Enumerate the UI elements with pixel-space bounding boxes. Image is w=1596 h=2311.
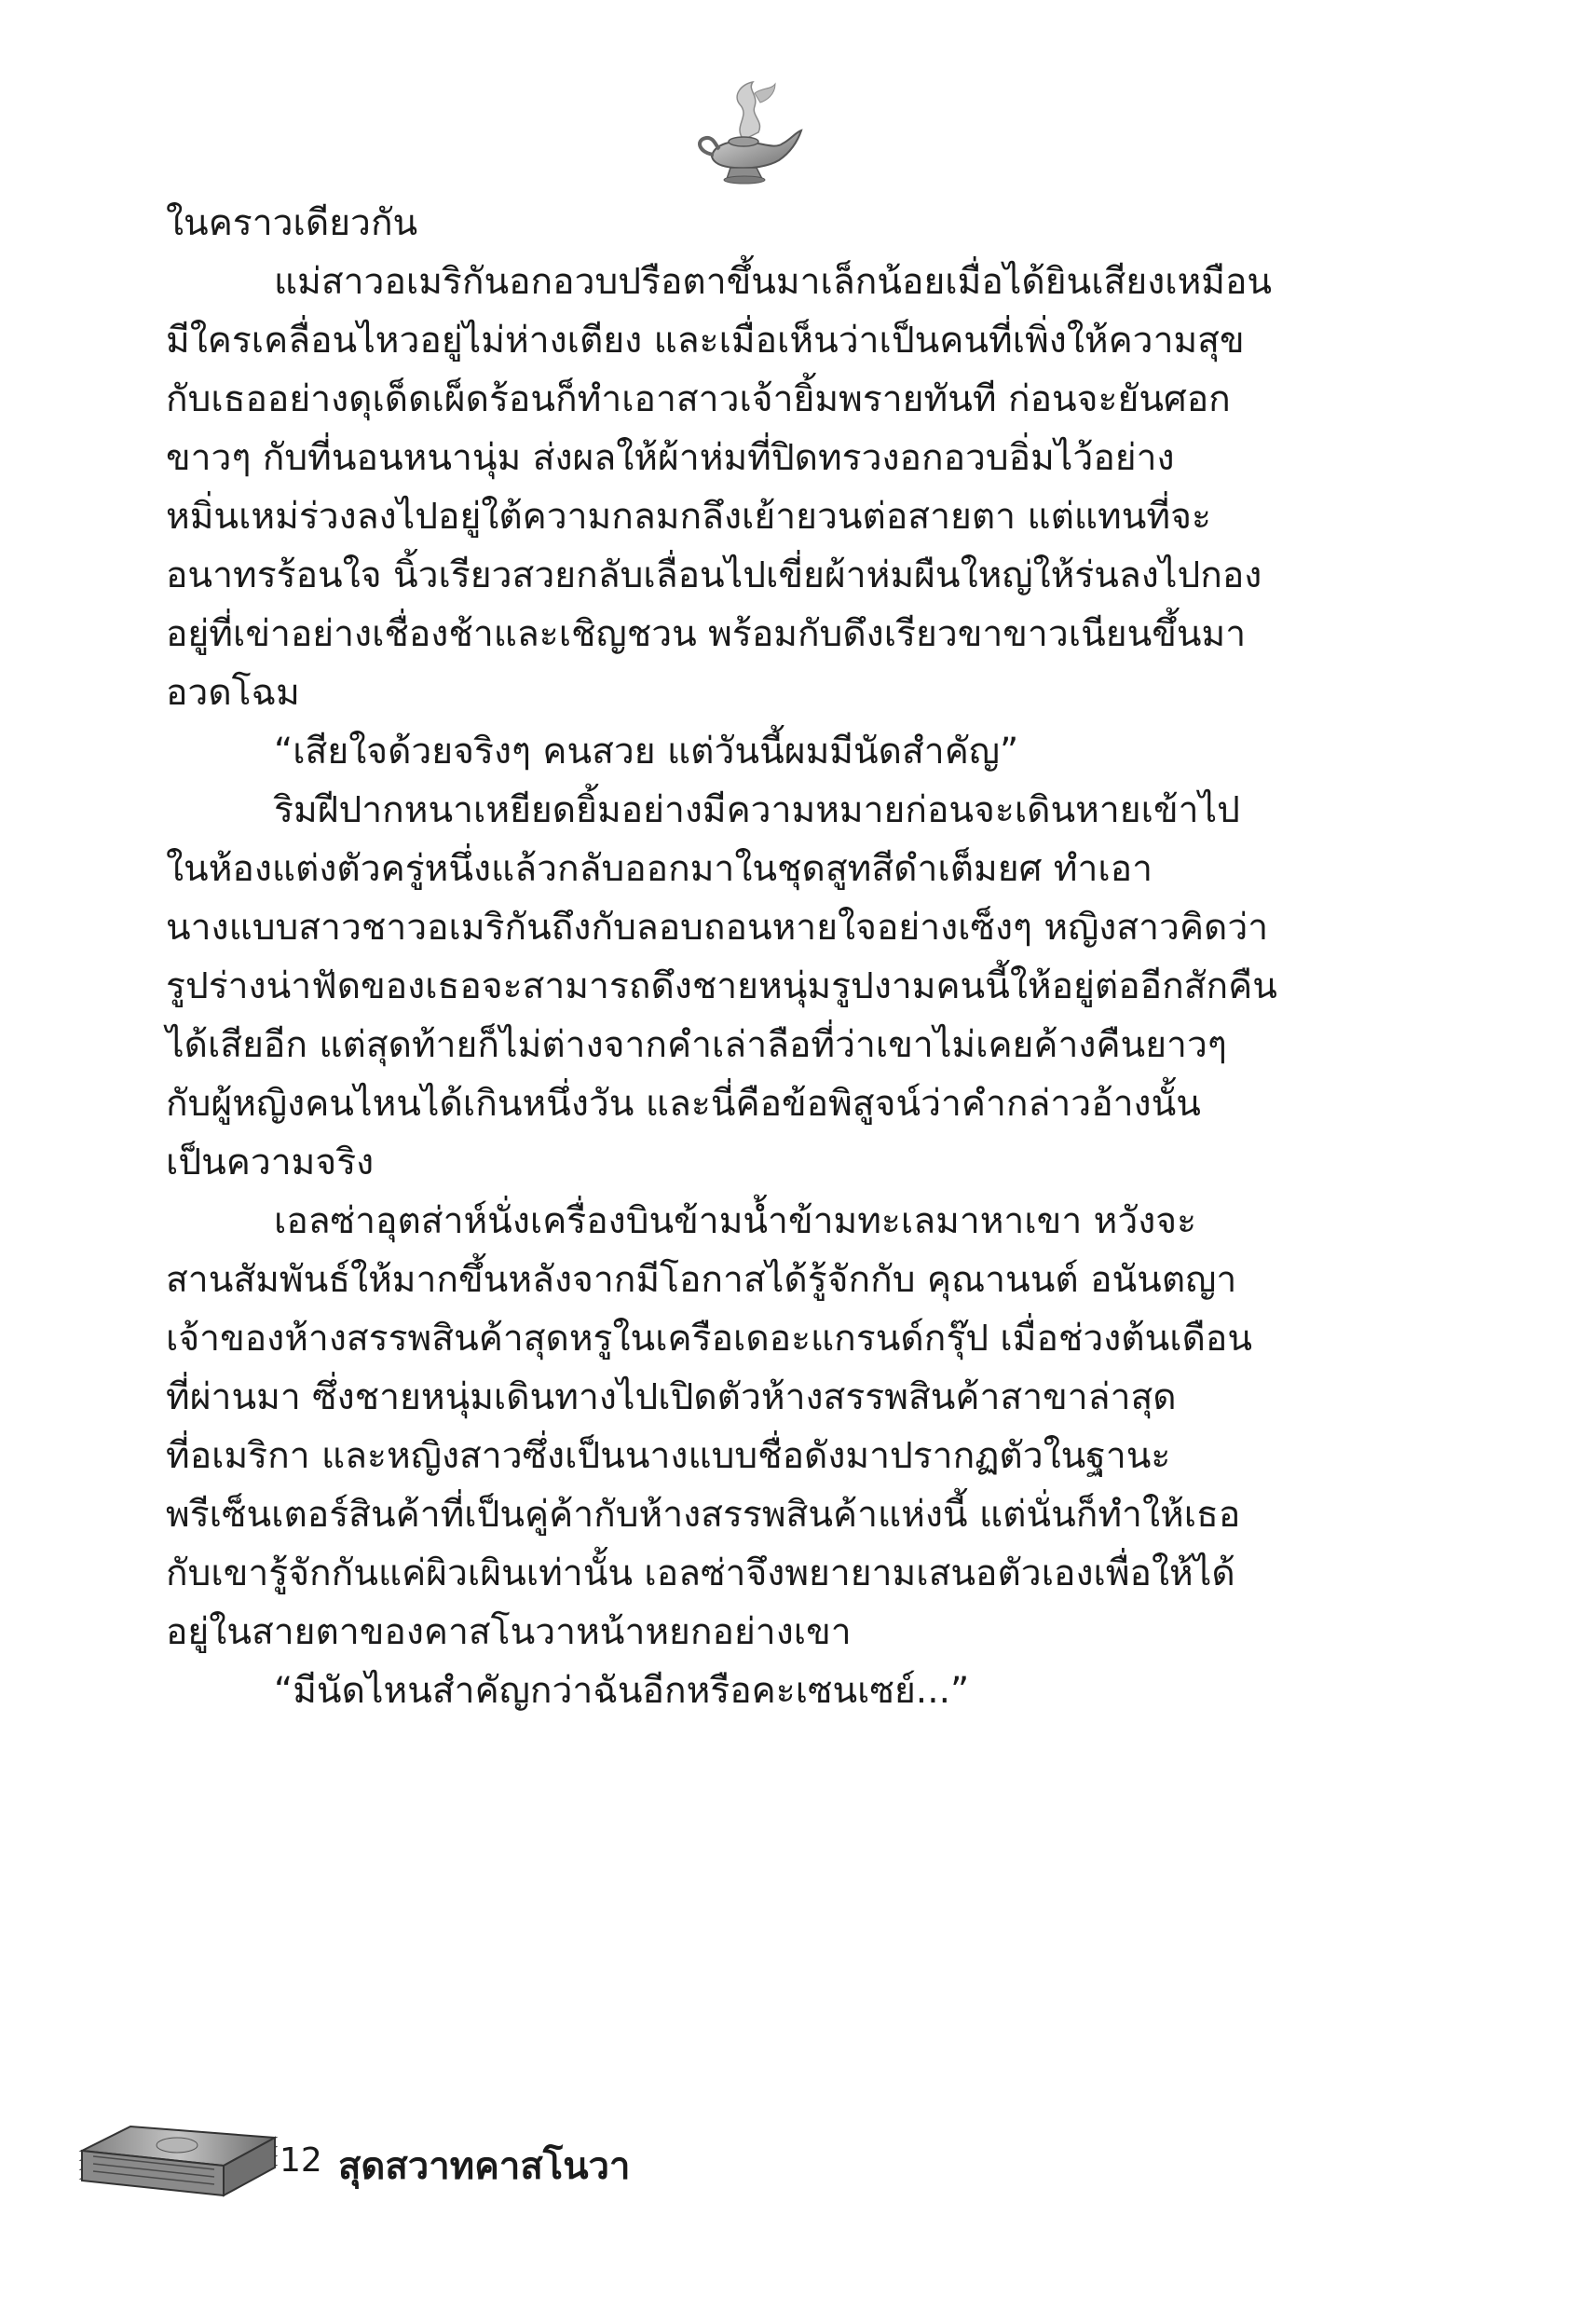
text-line: ที่อเมริกา และหญิงสาวซึ่งเป็นนางแบบชื่อดังมาปรากฏตัวในฐานะ <box>166 1435 1171 1477</box>
body-text <box>166 194 1330 1720</box>
text-line: ในห้องแต่งตัวครู่หนึ่งแล้วกลับออกมาในชุดสูทสีดำเต็มยศ ทำเอา <box>166 848 1153 890</box>
text-line: “มีนัดไหนสำคัญกว่าฉันอีกหรือคะเซนเซย์...” <box>274 1670 970 1712</box>
text-line: ในคราวเดียวกัน <box>166 202 418 244</box>
text-line: กับผู้หญิงคนไหนได้เกินหนึ่งวัน และนี่คือข้อพิสูจน์ว่าคำกล่าวอ้างนั้น <box>166 1083 1201 1125</box>
text-line: สานสัมพันธ์ให้มากขึ้นหลังจากมีโอกาสได้รู้จักกับ คุณานนต์ อนันตญา <box>166 1259 1237 1301</box>
text-line: อวดโฉม <box>166 672 300 714</box>
text-line: รูปร่างน่าฟัดของเธอจะสามารถดึงชายหนุ่มรูปงามคนนี้ให้อยู่ต่ออีกสักคืน <box>166 965 1277 1007</box>
page-footer <box>75 2113 727 2216</box>
text-line: เอลซ่าอุตส่าห์นั่งเครื่องบินข้ามน้ำข้ามทะเลมาหาเขา หวังจะ <box>274 1200 1197 1242</box>
book-title: สุดสวาทคาสโนวา <box>338 2145 631 2188</box>
text-line: เจ้าของห้างสรรพสินค้าสุดหรูในเครือเดอะแกรนด์กรุ๊ป เมื่อช่วงต้นเดือน <box>166 1318 1253 1360</box>
text-line: กับเขารู้จักกันแค่ผิวเผินเท่านั้น เอลซ่าจึงพยายามเสนอตัวเองเพื่อให้ได้ <box>166 1552 1235 1594</box>
money-stack-icon <box>75 2113 284 2207</box>
text-line: นางแบบสาวชาวอเมริกันถึงกับลอบถอนหายใจอย่างเซ็งๆ หญิงสาวคิดว่า <box>166 907 1269 949</box>
text-line: อยู่ในสายตาของคาสโนวาหน้าหยกอย่างเขา <box>166 1611 852 1653</box>
text-line: ขาวๆ กับที่นอนหนานุ่ม ส่งผลให้ผ้าห่มที่ปิดทรวงอกอวบอิ่มไว้อย่าง <box>166 437 1175 479</box>
text-line: ที่ผ่านมา ซึ่งชายหนุ่มเดินทางไปเปิดตัวห้างสรรพสินค้าสาขาล่าสุด <box>166 1376 1177 1418</box>
text-line: กับเธออย่างดุเด็ดเผ็ดร้อนก็ทำเอาสาวเจ้ายิ้มพรายทันที ก่อนจะยันศอก <box>166 378 1231 420</box>
text-line: หมิ่นเหม่ร่วงลงไปอยู่ใต้ความกลมกลึงเย้ายวนต่อสายตา แต่แทนที่จะ <box>166 496 1211 538</box>
genie-lamp-icon <box>686 75 807 196</box>
text-line: ได้เสียอีก แต่สุดท้ายก็ไม่ต่างจากคำเล่าลือที่ว่าเขาไม่เคยค้างคืนยาวๆ <box>166 1024 1227 1066</box>
page-number: 12 <box>280 2141 322 2180</box>
text-line: พรีเซ็นเตอร์สินค้าที่เป็นคู่ค้ากับห้างสรรพสินค้าแห่งนี้ แต่นั่นก็ทำให้เธอ <box>166 1494 1241 1536</box>
text-line: “เสียใจด้วยจริงๆ คนสวย แต่วันนี้ผมมีนัดสำคัญ” <box>274 731 1019 773</box>
text-line: มีใครเคลื่อนไหวอยู่ไม่ห่างเตียง และเมื่อเห็นว่าเป็นคนที่เพิ่งให้ความสุข <box>166 320 1245 362</box>
text-line: ริมฝีปากหนาเหยียดยิ้มอย่างมีความหมายก่อนจะเดินหายเข้าไป <box>274 789 1240 831</box>
text-line: อยู่ที่เข่าอย่างเชื่องช้าและเชิญชวน พร้อมกับดึงเรียวขาขาวเนียนขึ้นมา <box>166 613 1247 655</box>
text-line: แม่สาวอเมริกันอกอวบปรือตาขึ้นมาเล็กน้อยเมื่อได้ยินเสียงเหมือน <box>274 261 1273 303</box>
text-line: เป็นความจริง <box>166 1142 375 1183</box>
text-line: อนาทรร้อนใจ นิ้วเรียวสวยกลับเลื่อนไปเขี่ยผ้าห่มผืนใหญ่ให้ร่นลงไปกอง <box>166 554 1262 596</box>
